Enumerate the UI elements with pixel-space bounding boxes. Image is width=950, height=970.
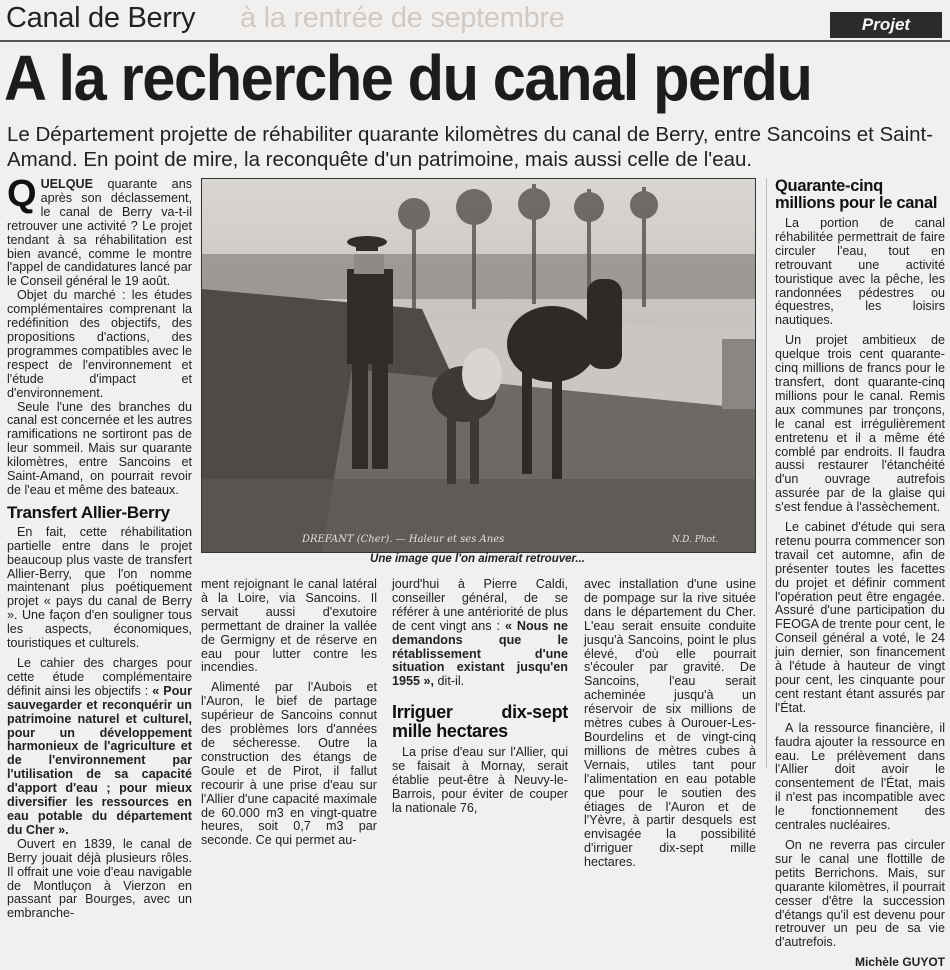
column-divider (766, 178, 767, 768)
paragraph: A la ressource financière, il faudra ajouter la ressource en eau. Le prélèvement dans l'Allier doit avoir le consentement de l'État, mais il n'est pas incompatible avec le fonctionnement des centrales nucléaires. (775, 720, 945, 833)
paragraph: La portion de canal réhabilitée permettrait de faire circuler l'eau, tout en retrouvant une activité touristique avec la pêche, les randonnées pédestres ou équestres, les loisirs nautiques. (775, 216, 945, 328)
paragraph: On ne reverra pas circuler sur le canal une flottille de petits Berrichons. Mais, sur quarante kilomètres, il pourrait cesser d'être la succession d'étangs qu'il est devenu pour retrouver un peu de sa vie d'autrefois. (775, 837, 945, 950)
subheading-quarante-cinq: Quarante-cinq millions pour le canal (775, 177, 938, 212)
column-2 (201, 578, 377, 848)
column-4 (584, 578, 756, 870)
author-signature: Michèle GUYOT (854, 955, 945, 970)
photo-illustration (202, 179, 755, 552)
paragraph: En fait, cette réhabilitation partielle entre dans le projet beaucoup plus vaste de transfert Allier-Berry, que l'on nomme maintenant plus poétiquement projet « pays du canal de Berry ». Une façon d'en souligner tous les aspects, économiques, touristiques et culturels. (7, 524, 192, 651)
paragraph: dit-il. (434, 674, 465, 689)
paragraph: ment rejoignant le canal latéral à la Loire, via Sancoins. Il servait aussi d'exutoire permettant de drainer la vallée de Germigny et de réserve en eau pour lutter contre les incendies. (201, 577, 377, 675)
column-1 (7, 173, 192, 921)
section-tag: Projet (830, 12, 942, 38)
quote-objectives: « Pour sauvegarder et reconquérir un patrimoine naturel et culturel, pour un développement harmonieux de l'agriculture et de l'environnement par l'utilisation de sa capacité d'apport d'eau ; pour mieux diversifier les ressources en eau potable du département du Cher ». (7, 683, 192, 837)
bleed-through-text: à la rentrée de septembre (240, 2, 565, 34)
paragraph: jourd'hui à Pierre Caldi, conseiller général, de se référer à une antériorité de plus de cent vingt ans : (392, 577, 568, 633)
standfirst: Le Département projette de réhabiliter quarante kilomètres du canal de Berry, entre Sancoins et Saint-Amand. En point de mire, la reconquête d'un patrimoine, mais aussi celle de l'eau. (7, 123, 934, 171)
lead-word: UELQUE (40, 177, 94, 191)
drop-cap: Q (7, 173, 37, 215)
paragraph: La prise d'eau sur l'Allier, qui se faisait à Mornay, serait établie peut-être à Neuvy-le-Barrois, pour éviter de couper la nationale 76, (392, 745, 568, 815)
paragraph: Alimenté par l'Aubois et l'Auron, le bief de partage supérieur de Sancoins connut des problèmes lors d'années de sécheresse. Outre la construction des étangs de Goule et de Pirot, il fallut recourir à une prise d'eau sur l'Allier d'une capacité maximale de 60.000 m3 en vingt-quatre heures, soit 0,7 m3 par seconde. Ce qui permet au- (201, 680, 377, 848)
subheading-transfert: Transfert Allier-Berry (7, 502, 170, 522)
historical-photo (201, 178, 756, 553)
paragraph: Le cahier des charges pour cette étude complémentaire définit ainsi les objectifs : (7, 656, 192, 698)
headline: A la recherche du canal perdu (4, 42, 812, 114)
paragraph: quarante ans après son déclassement, le canal de Berry va-t-il retrouver une activité ? Le projet tendant à sa réhabilitation est bien avancé, comme le montre l'appel de candidatures lancé par le Conseil général le 19 août. (7, 177, 192, 289)
paragraph: Seule l'une des branches du canal est concernée et les autres ramifications ne sortiront pas de leur sommeil. Mais sur quarante kilomètres, entre Sancoins et Saint-Amand, on pourrait revoir de l'eau et même des bateaux. (7, 399, 192, 497)
paragraph: avec installation d'une usine de pompage sur la rive située dans le département du Cher. L'eau serait ensuite conduite jusqu'à Sancoins, point le plus élevé, d'où elle pourrait s'écouler par gravité. De Sancoins, l'eau serait acheminée jusqu'à un réservoir de six millions de mètres cubes à Ourouer-Les-Bourdelins et de vingt-cinq millions de mètres cubes à Vernais, utiles tant pour l'alimentation en eau potable que pour le soutien des étiages de l'Auron et de l'Yèvre, à partir desquels est envisagée la possibilité d'irriguer dix-sept mille hectares. (584, 577, 756, 870)
postcard-legend-right: N.D. Phot. (672, 535, 719, 545)
paragraph: Ouvert en 1839, le canal de Berry jouait déjà plusieurs rôles. Il offrait une voie d'eau navigable de Montluçon à Vierzon en passant par Bourges, avec un embranche- (7, 836, 192, 921)
column-5 (775, 178, 945, 970)
postcard-legend-left: DREFANT (Cher). — Haleur et ses Anes (302, 534, 505, 545)
quote-caldi: « Nous ne demandons que le rétablissement d'une situation existant jusqu'en 1955 », (392, 618, 569, 689)
column-3 (392, 578, 568, 816)
paragraph: Objet du marché : les études complémentaires comprenant la redéfinition des objectifs, des propositions d'actions, des programmes compatibles avec le respect de l'environnement et l'étude d'impact et d'environnement. (7, 288, 192, 400)
subheading-irriguer: Irriguer dix-sept mille hectares (392, 702, 568, 742)
section-rubric: Canal de Berry (6, 2, 196, 34)
paragraph: Un projet ambitieux de quelque trois cent quarante-cinq millions de francs pour le transfert, dont quarante-cinq millions pour le canal. Remis aux communes par tronçons, le canal est irrégulièrement entretenu et il a même été comblé par endroits. Il faudra aussi restaurer l'étanchéité d'un ouvrage autrefois assurée par de la glaise qui s'est fendue à l'assèchement. (775, 333, 945, 515)
paragraph: Le cabinet d'étude qui sera retenu pourra commencer son travail cet automne, afin de présenter toutes les facettes du projet et définir comment l'opération peut être engagée. Assuré d'une participation du FEOGA de trente pour cent, le Conseil général a voté, le 24 juin dernier, son financement à l'étude à hauteur de vingt pour cent, les cinquante pour cent restant étant assurés par l'État. (775, 520, 945, 715)
photo-caption: Une image que l'on aimerait retrouver... (370, 553, 585, 565)
